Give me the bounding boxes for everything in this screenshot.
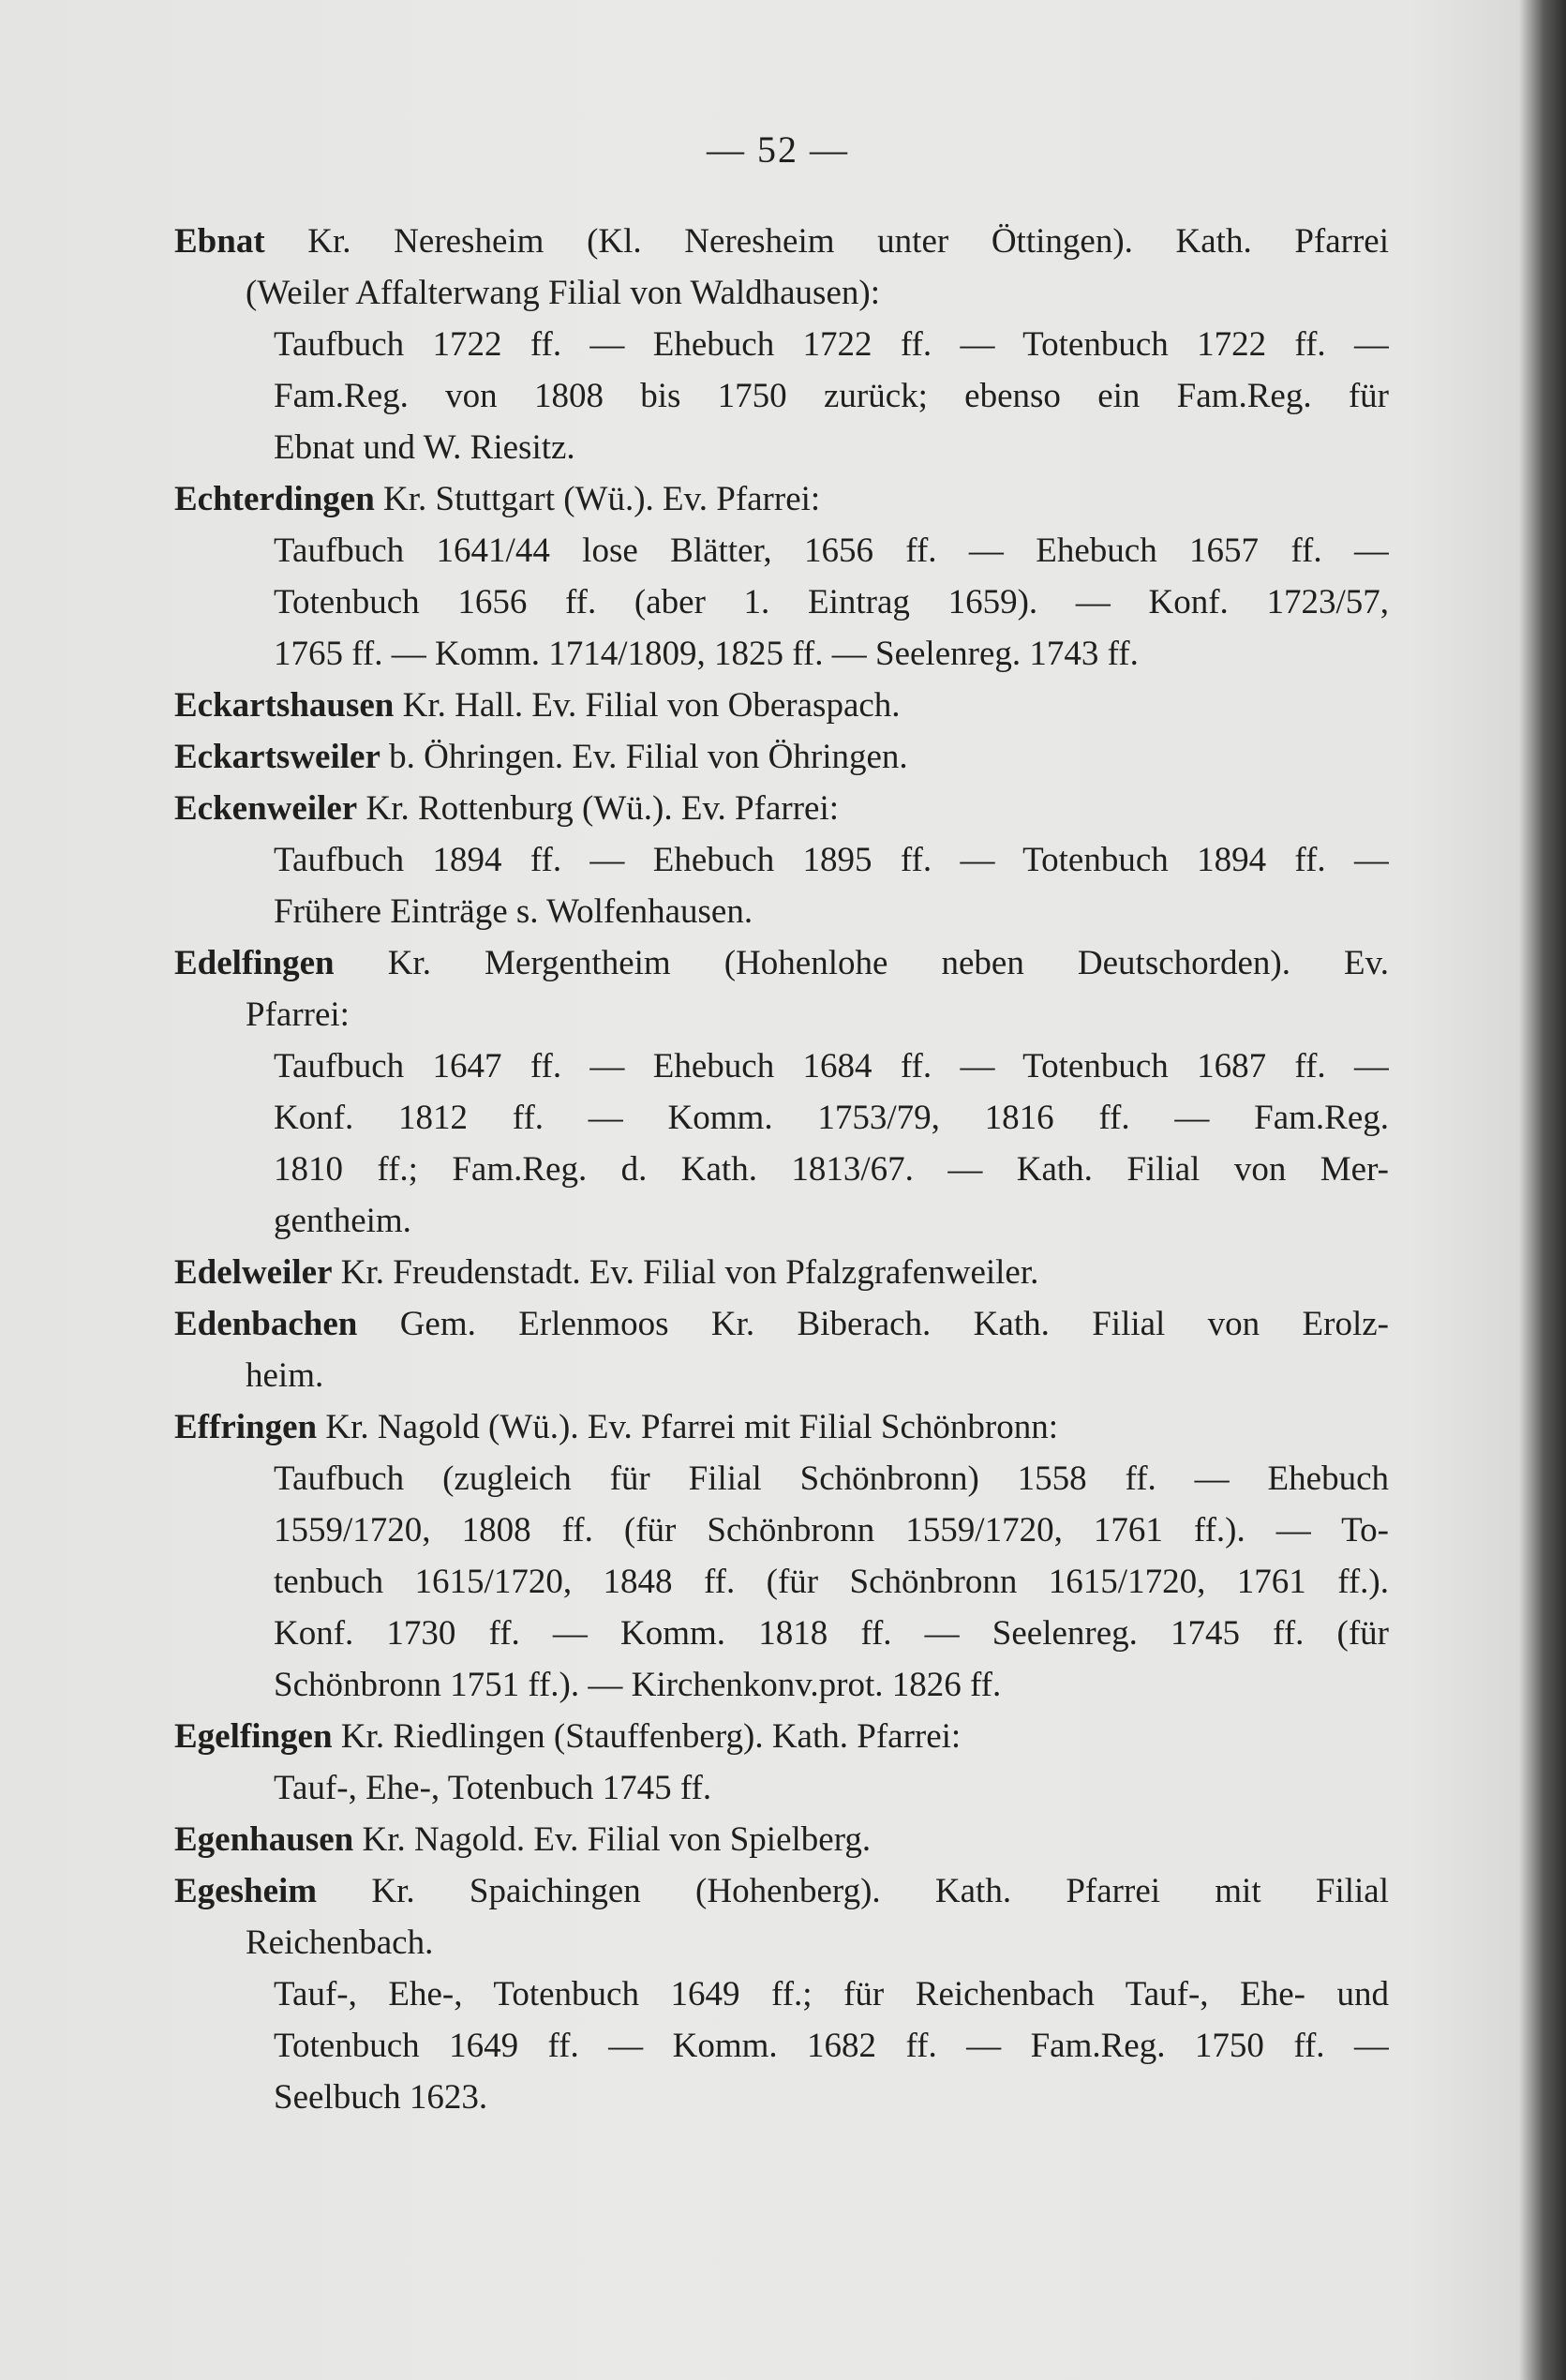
entry-line (246, 1350, 1389, 1401)
register-line (274, 1504, 1389, 1556)
entry-line (174, 1711, 1389, 1762)
line-text: Kr. Riedlingen (Stauffenberg). Kath. Pfarrei: (332, 1717, 962, 1756)
line-text: Kr. Freudenstadt. Ev. Filial von Pfalzgrafenweiler. (332, 1253, 1039, 1292)
entry-line (174, 1401, 1389, 1453)
register-line (274, 1762, 1389, 1814)
page-number: — 52 — (707, 128, 849, 171)
entry-line (174, 1865, 1389, 1917)
entry-line (246, 1917, 1389, 1968)
register-line (274, 1040, 1389, 1092)
register-line (274, 1195, 1389, 1247)
line-text: Totenbuch 1649 ff. — Komm. 1682 ff. — Fam.Reg. 1750 ff. — (274, 2027, 1389, 2065)
line-text: Fam.Reg. von 1808 bis 1750 zurück; ebenso ein Fam.Reg. für (274, 377, 1389, 415)
line-text: Taufbuch 1641/44 lose Blätter, 1656 ff. — Ehebuch 1657 ff. — (274, 531, 1389, 570)
register-line (274, 576, 1389, 628)
register-line (274, 2072, 1389, 2123)
line-text: 1810 ff.; Fam.Reg. d. Kath. 1813/67. — Kath. Filial von Mer- (274, 1150, 1389, 1189)
entry-headword: Egelfingen (174, 1717, 333, 1756)
entry-egenhausen (174, 1814, 1389, 1865)
register-line (274, 370, 1389, 422)
entry-line (174, 216, 1389, 267)
line-text: tenbuch 1615/1720, 1848 ff. (für Schönbronn 1615/1720, 1761 ff.). (274, 1563, 1389, 1601)
entry-line (174, 731, 1389, 783)
line-text: Gem. Erlenmoos Kr. Biberach. Kath. Filial von Erolz- (357, 1305, 1389, 1343)
entry-line (174, 1298, 1389, 1350)
entry-headword: Egesheim (174, 1872, 318, 1910)
entry-headword: Eckenweiler (174, 789, 358, 828)
register-line (274, 1453, 1389, 1504)
line-text: Schönbronn 1751 ff.). — Kirchenkonv.prot. 1826 ff. (274, 1666, 1002, 1704)
entry-headword: Eckartshausen (174, 686, 395, 725)
entry-ebnat (174, 216, 1389, 473)
entry-line (174, 680, 1389, 731)
entry-edelfingen (174, 937, 1389, 1247)
entry-headword: Edenbachen (174, 1305, 358, 1343)
line-text: Kr. Rottenburg (Wü.). Ev. Pfarrei: (357, 789, 840, 828)
entry-edenbachen (174, 1298, 1389, 1401)
line-text: Taufbuch (zugleich für Filial Schönbronn) 1558 ff. — Ehebuch (274, 1459, 1389, 1498)
entry-headword: Eckartsweiler (174, 738, 380, 776)
line-text: Tauf-, Ehe-, Totenbuch 1649 ff.; für Reichenbach Tauf-, Ehe- und (274, 1975, 1389, 2013)
line-text: Konf. 1812 ff. — Komm. 1753/79, 1816 ff. — Fam.Reg. (274, 1099, 1389, 1137)
line-text: (Weiler Affalterwang Filial von Waldhausen): (246, 274, 880, 312)
entry-egelfingen (174, 1711, 1389, 1814)
line-text: Kr. Stuttgart (Wü.). Ev. Pfarrei: (374, 480, 821, 518)
entry-line (246, 989, 1389, 1040)
register-line (274, 886, 1389, 937)
entry-eckartsweiler (174, 731, 1389, 783)
line-text: heim. (246, 1356, 324, 1395)
entry-line (174, 937, 1389, 989)
register-line (274, 1659, 1389, 1711)
line-text: Kr. Spaichingen (Hohenberg). Kath. Pfarrei mit Filial (317, 1872, 1389, 1910)
line-text: Frühere Einträge s. Wolfenhausen. (274, 892, 753, 931)
line-text: Kr. Hall. Ev. Filial von Oberaspach. (394, 686, 901, 725)
register-line (274, 422, 1389, 473)
entry-eckenweiler (174, 783, 1389, 937)
entry-line (174, 1814, 1389, 1865)
line-text: Totenbuch 1656 ff. (aber 1. Eintrag 1659). — Konf. 1723/57, (274, 583, 1389, 621)
line-text: 1559/1720, 1808 ff. (für Schönbronn 1559/1720, 1761 ff.). — To- (274, 1511, 1389, 1549)
line-text: Kr. Mergentheim (Hohenlohe neben Deutschorden). Ev. (334, 944, 1389, 982)
register-line (274, 834, 1389, 886)
entry-headword: Edelfingen (174, 944, 335, 982)
line-text: Reichenbach. (246, 1923, 434, 1962)
entry-headword: Edelweiler (174, 1253, 333, 1292)
line-text: Taufbuch 1647 ff. — Ehebuch 1684 ff. — Totenbuch 1687 ff. — (274, 1047, 1389, 1085)
entry-line (174, 473, 1389, 525)
register-line (274, 1608, 1389, 1659)
entry-headword: Egenhausen (174, 1820, 354, 1859)
entry-egesheim (174, 1865, 1389, 2123)
line-text: Tauf-, Ehe-, Totenbuch 1745 ff. (274, 1769, 712, 1807)
entry-line (174, 783, 1389, 834)
register-line (274, 1968, 1389, 2020)
register-line (274, 319, 1389, 370)
register-line (274, 1556, 1389, 1608)
entry-line (246, 267, 1389, 319)
entry-echterdingen (174, 473, 1389, 680)
line-text: Taufbuch 1722 ff. — Ehebuch 1722 ff. — Totenbuch 1722 ff. — (274, 325, 1389, 364)
line-text: Taufbuch 1894 ff. — Ehebuch 1895 ff. — Totenbuch 1894 ff. — (274, 841, 1389, 879)
entry-headword: Effringen (174, 1408, 318, 1446)
entry-headword: Echterdingen (174, 480, 375, 518)
line-text: Seelbuch 1623. (274, 2078, 488, 2117)
register-line (274, 1144, 1389, 1195)
line-text: Pfarrei: (246, 995, 350, 1034)
entry-headword: Ebnat (174, 222, 265, 261)
register-line (274, 525, 1389, 576)
entry-edelweiler (174, 1247, 1389, 1298)
gazetteer-text (174, 216, 1389, 2123)
register-line (274, 1092, 1389, 1144)
entry-line (174, 1247, 1389, 1298)
line-text: Konf. 1730 ff. — Komm. 1818 ff. — Seelenreg. 1745 ff. (für (274, 1614, 1389, 1653)
entry-eckartshausen (174, 680, 1389, 731)
register-line (274, 628, 1389, 680)
line-text: 1765 ff. — Komm. 1714/1809, 1825 ff. — Seelenreg. 1743 ff. (274, 635, 1139, 673)
register-line (274, 2020, 1389, 2072)
line-text: Ebnat und W. Riesitz. (274, 428, 575, 467)
line-text: Kr. Nagold. Ev. Filial von Spielberg. (353, 1820, 872, 1859)
line-text: gentheim. (274, 1202, 411, 1240)
entry-effringen (174, 1401, 1389, 1711)
line-text: b. Öhringen. Ev. Filial von Öhringen. (380, 738, 908, 776)
line-text: Kr. Nagold (Wü.). Ev. Pfarrei mit Filial Schönbronn: (317, 1408, 1059, 1446)
line-text: Kr. Neresheim (Kl. Neresheim unter Öttingen). Kath. Pfarrei (264, 222, 1389, 261)
